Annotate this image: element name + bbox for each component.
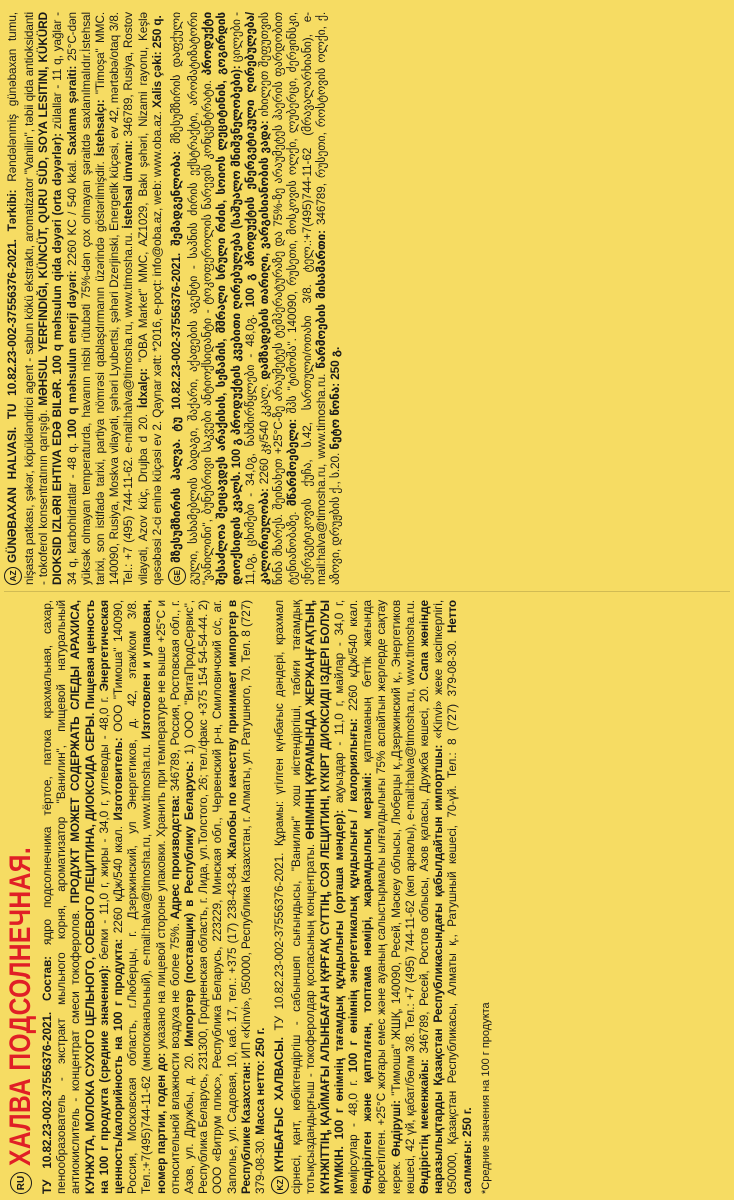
ru-composition-text: ТУ 10.82.23-002-37556376-2021. Состав: ядро подсолнечника тёртое, патока крахмальная, сахар, пенообразователь - экстракт мыльного корня, ароматизатор "Ванилин", пищевой натуральный антиокислитель - концентрат смеси токоферолов. ПРОДУКТ МОЖЕТ СОДЕРЖАТЬ СЛЕДЫ АРАХИСА, КУНЖУТА, МОЛОКА СУХОГО ЦЕЛЬНОГО, СОЕВОГО ЛЕЦИТИНА, ДИОКСИДА СЕРЫ. Пищевая ценность на 100 г продукта (средние значения): белки - 11,0 г, жиры - 34,0 г, углеводы - 48,0 г. Энергетическая ценность/калорийность на 100 г продукта: 2260 кДж/540 ккал. Изготовитель: ООО "Тимоша" 140090, Россия, Московская область, г.Люберцы, г. Дзержинский, ул Энергетиков, д. 42, этаж/ком 3/8. Тел.:+7(495)744-11-62 (многоканальный), e-mail:halva@timosha.ru, www.timosha.ru. Изготовлен и упакован, номер партии, годен до: указано на лицевой стороне упаковки. Хранить при температуре не выше +25°С и относительной влажности воздуха не более 75%. Адрес производства: 346789, Россия, Ростовская обл., г. Азов, ул. Дружбы, д. 20. Импортер (поставщик) в Республику Беларусь: 1) ООО "ВитаПродСервис", Республика Беларусь, 231300, Гродненская область, г. Лида, ул.Толстого, 26; тел./факс +375 154 54-54-44. 2) ООО «Витрум плюс», Республика Беларусь, 223229, Минская обл., Червенский р-н, Смиловичский с/с, аг. Заполье, ул. Садовая, 10, каб. 17, тел.: +375 (17) 238-43-84. Жалобы по качеству принимает импортер в Республике Казахстан: ИП «Kinvi», 050000, Республика Казахстан, г. Алматы, ул. Ратушного, 70. Тел. 8 (727) 379-08-30. Масса нетто: 250 г. <box>40 599 268 1194</box>
footnote: *Средние значения на 100 г продукта <box>479 1002 492 1194</box>
kz-language-badge: KZ <box>271 1176 289 1194</box>
az-ge-column <box>4 12 730 592</box>
ge-composition-text: GEმზესუმზირის ჰალვა. ტუ 10.82.23-002-37556376-2021. შემადგენლობა: მზესუმზირის დაფქული გული, სახამებლის ბადაგი, შაქარი, აქაფების აგენტი - საპნის ძირის ექსტრაქტი, არომატიზატორი "ვანილინი", ბუნებრივი საკვები ანტიოქსიდანტი - ტოკოფეროლის ნარევის კონცენტრატი. პროდუქტი შესაძლოა შეიცავდეს არაქისის, სეზამის, მშრალი სრული რძის, სოიოს ლეციტინის, გოგირდის დიოქსიდის კვალს. 100 გ პროდუქტის კვებითი ღირებულება (საშუალო მნიშვნელობები): ცილები - 11,0გ, ცხიმები - 34,0გ, ნახშირწყლები - 48,0გ. 100 გ პროდუქტის ენერგეტიკული ღირებულება/კალორიულობა: 2260 კჯ/540 კკალ. დამზადების თარიღი, ვარგისიანობის ვადა: იხილეთ შეფუთვის წინა მხარეს. შეინახეთ +25°C-ზე არაუმეტეს ტემპერატურაზე და 75%-ზე არაუმეტეს ჰაერის ფარდობით ტენიანობაზე. მწარმოებელი: შპს "ტიმოშა". 140090, რუსეთი, მოსკოვის ოლქი, ლუბერცი, ძერჟინსკი, ენერგეტიკოვის ქუჩა, ს.42, სართული/ოთახი 3/8. ტელ.:+7(495)744-11-62 (მრავალარხიანი), e-mail:halva@timosha.ru, www.timosha.ru. წარმოების მისამართი: 346789, რუსეთი, როსტოვის ოლქი, ქ. აზოვი, დრუჟბის ქ., ს.20. ნეტო წონა: 250 გ. <box>169 12 343 585</box>
ru-header <box>4 600 38 1194</box>
ge-language-badge: GE <box>168 567 186 585</box>
az-language-badge: AZ <box>4 567 22 585</box>
az-composition-text: AZGÜNƏBAXAN HALVASI. TU 10.82.23-002-37556376-2021. Tərkibi: Rəndələnmiş günəbaxan tumu, nişasta patkası, şəkər, köpükləndirici agent - sabun kökü ekstraktı, aromatizator "Vanilin", təbii qida antioksidanti - tokoferol konsentratının qarışığı. MƏHSUL YERFINDIĞI, KÜNCÜT, QURU SÜD, SOYA LESITINI, KÜKÜRD DIOKSID IZLƏRI EHTIVA EDƏ BILƏR. 100 q məhsulun qida dəyəri (orta dəyərlər): zülallar - 11 q, yağlar - 34 q, karbohidratlar - 48 q. 100 q məhsulun enerji dəyəri: 2260 KC / 540 kkal. Saxlama şəraiti: 25°C-dən yüksək olmayan temperaturda, havanın nisbi rütubəti 75%-dən çox olmayan şəraitdə saxlanılmalıdır.İstehsal tarixi, son istifadə tarixi, partiya nömrəsi qablaşdırmanın üzərində göstərilmişdir. İstehsalçı: "Timoşa" MMC. 140090, Rusiya, Moskva vilayəti, şəhəri Lyubertsi, şəhəri Dzerjinski, Energetik küçəsi, ev 42, mərtəbə/otaq 3/8. Tel.: +7 (495) 744-11-62. e-mail:halva@timosha.ru, www.timosha.ru. İstehsal ünvanı: 346789, Rusiya, Rostov vilayəti, Azov küç, Drujba d 20. İdxalçı: "OBA Market" MMC, AZ1029, Bakı şəhəri, Nizami rayonu, Keşlə qəsəbəsi 2-ci eninə küçəsi ev 2. Qaynar xətt: *2016, e-poçt: info@oba.az, web: www.oba.az. Xalis çəki: 250 q. <box>5 12 164 585</box>
ru-kz-column <box>4 592 730 1194</box>
kz-composition-text: KZКҮНБАҒЫС ХАЛВАСЫ. ТУ 10.82.23-002-37556376-2021. Құрамы: үгілген күнбағыс дәндері, крахмал сірнесі, қант, көбіктендіргіш - сабыншөп сығындысы, "Ванилин" хош иістендіргіші, табиғи тағамдық тотықсыздандырғыш - токоферолдар қоспасының концентраты. ӨНІМНІҢ ҚҰРАМЫНДА ЖЕРЖАҢҒАҚТЫҢ, КҮНЖІТТІҢ, ҚАЙМАҒЫ АЛЫНБАҒАН ҚҰРҒАҚ СҮТТІҢ, СОЯ ЛЕЦИТИНІ, КҮКІРТ ДИОКСИДІ ІЗДЕРІ БОЛУЫ МҮМКІН. 100 г өнімнің тағамдық құндылығы (орташа мәндер): ақуыздар - 11,0 г, майлар - 34,0 г, көмірсулар - 48,0 г. 100 г өнімнің энергетикалық құндылығы / калориялығы: 2260 кДж/540 ккал. Өндірілген және қапталған, топтама нөмірі, жарамдылық мерзімі: қаптаманың беттік жағында көрсетілген. +25°С жоғары емес және ауаның салыстырмалы ылғалдылығы 75% аспайтын жерлерде сақтау керек. Өндіруші: "Тимоша" ЖШҚ, 140090, Ресей, Мәскеу облысы, Люберцы қ.,Дзержинский қ., Энергетиков көшесі, 42 үй, қабат/бөлм 3/8. Тел.: +7 (495) 744-11-62 (көп арналы), e-mail:halva@timosha.ru, www.timosha.ru. Өндірістің мекенжайы: 346789, Ресей, Ростов облысы, Азов қаласы, Дружба көшесі, 20. Сапа жөнінде наразылықтарды Қазақстан Республикасындағы қабылдайтын импортшы: «Kinvi» жеке кәсіпкерлігі, 050000, Қазақстан Республикасы, Алматы қ., Ратушный көшесі, 70-үй. Тел.: 8 (727) 379-08-30. Нетто салмағы: 250 г. <box>272 599 474 1194</box>
ru-product-title: ХАЛВА ПОДСОЛНЕЧНАЯ. <box>4 846 37 1166</box>
ru-language-badge: RU <box>10 1172 32 1194</box>
